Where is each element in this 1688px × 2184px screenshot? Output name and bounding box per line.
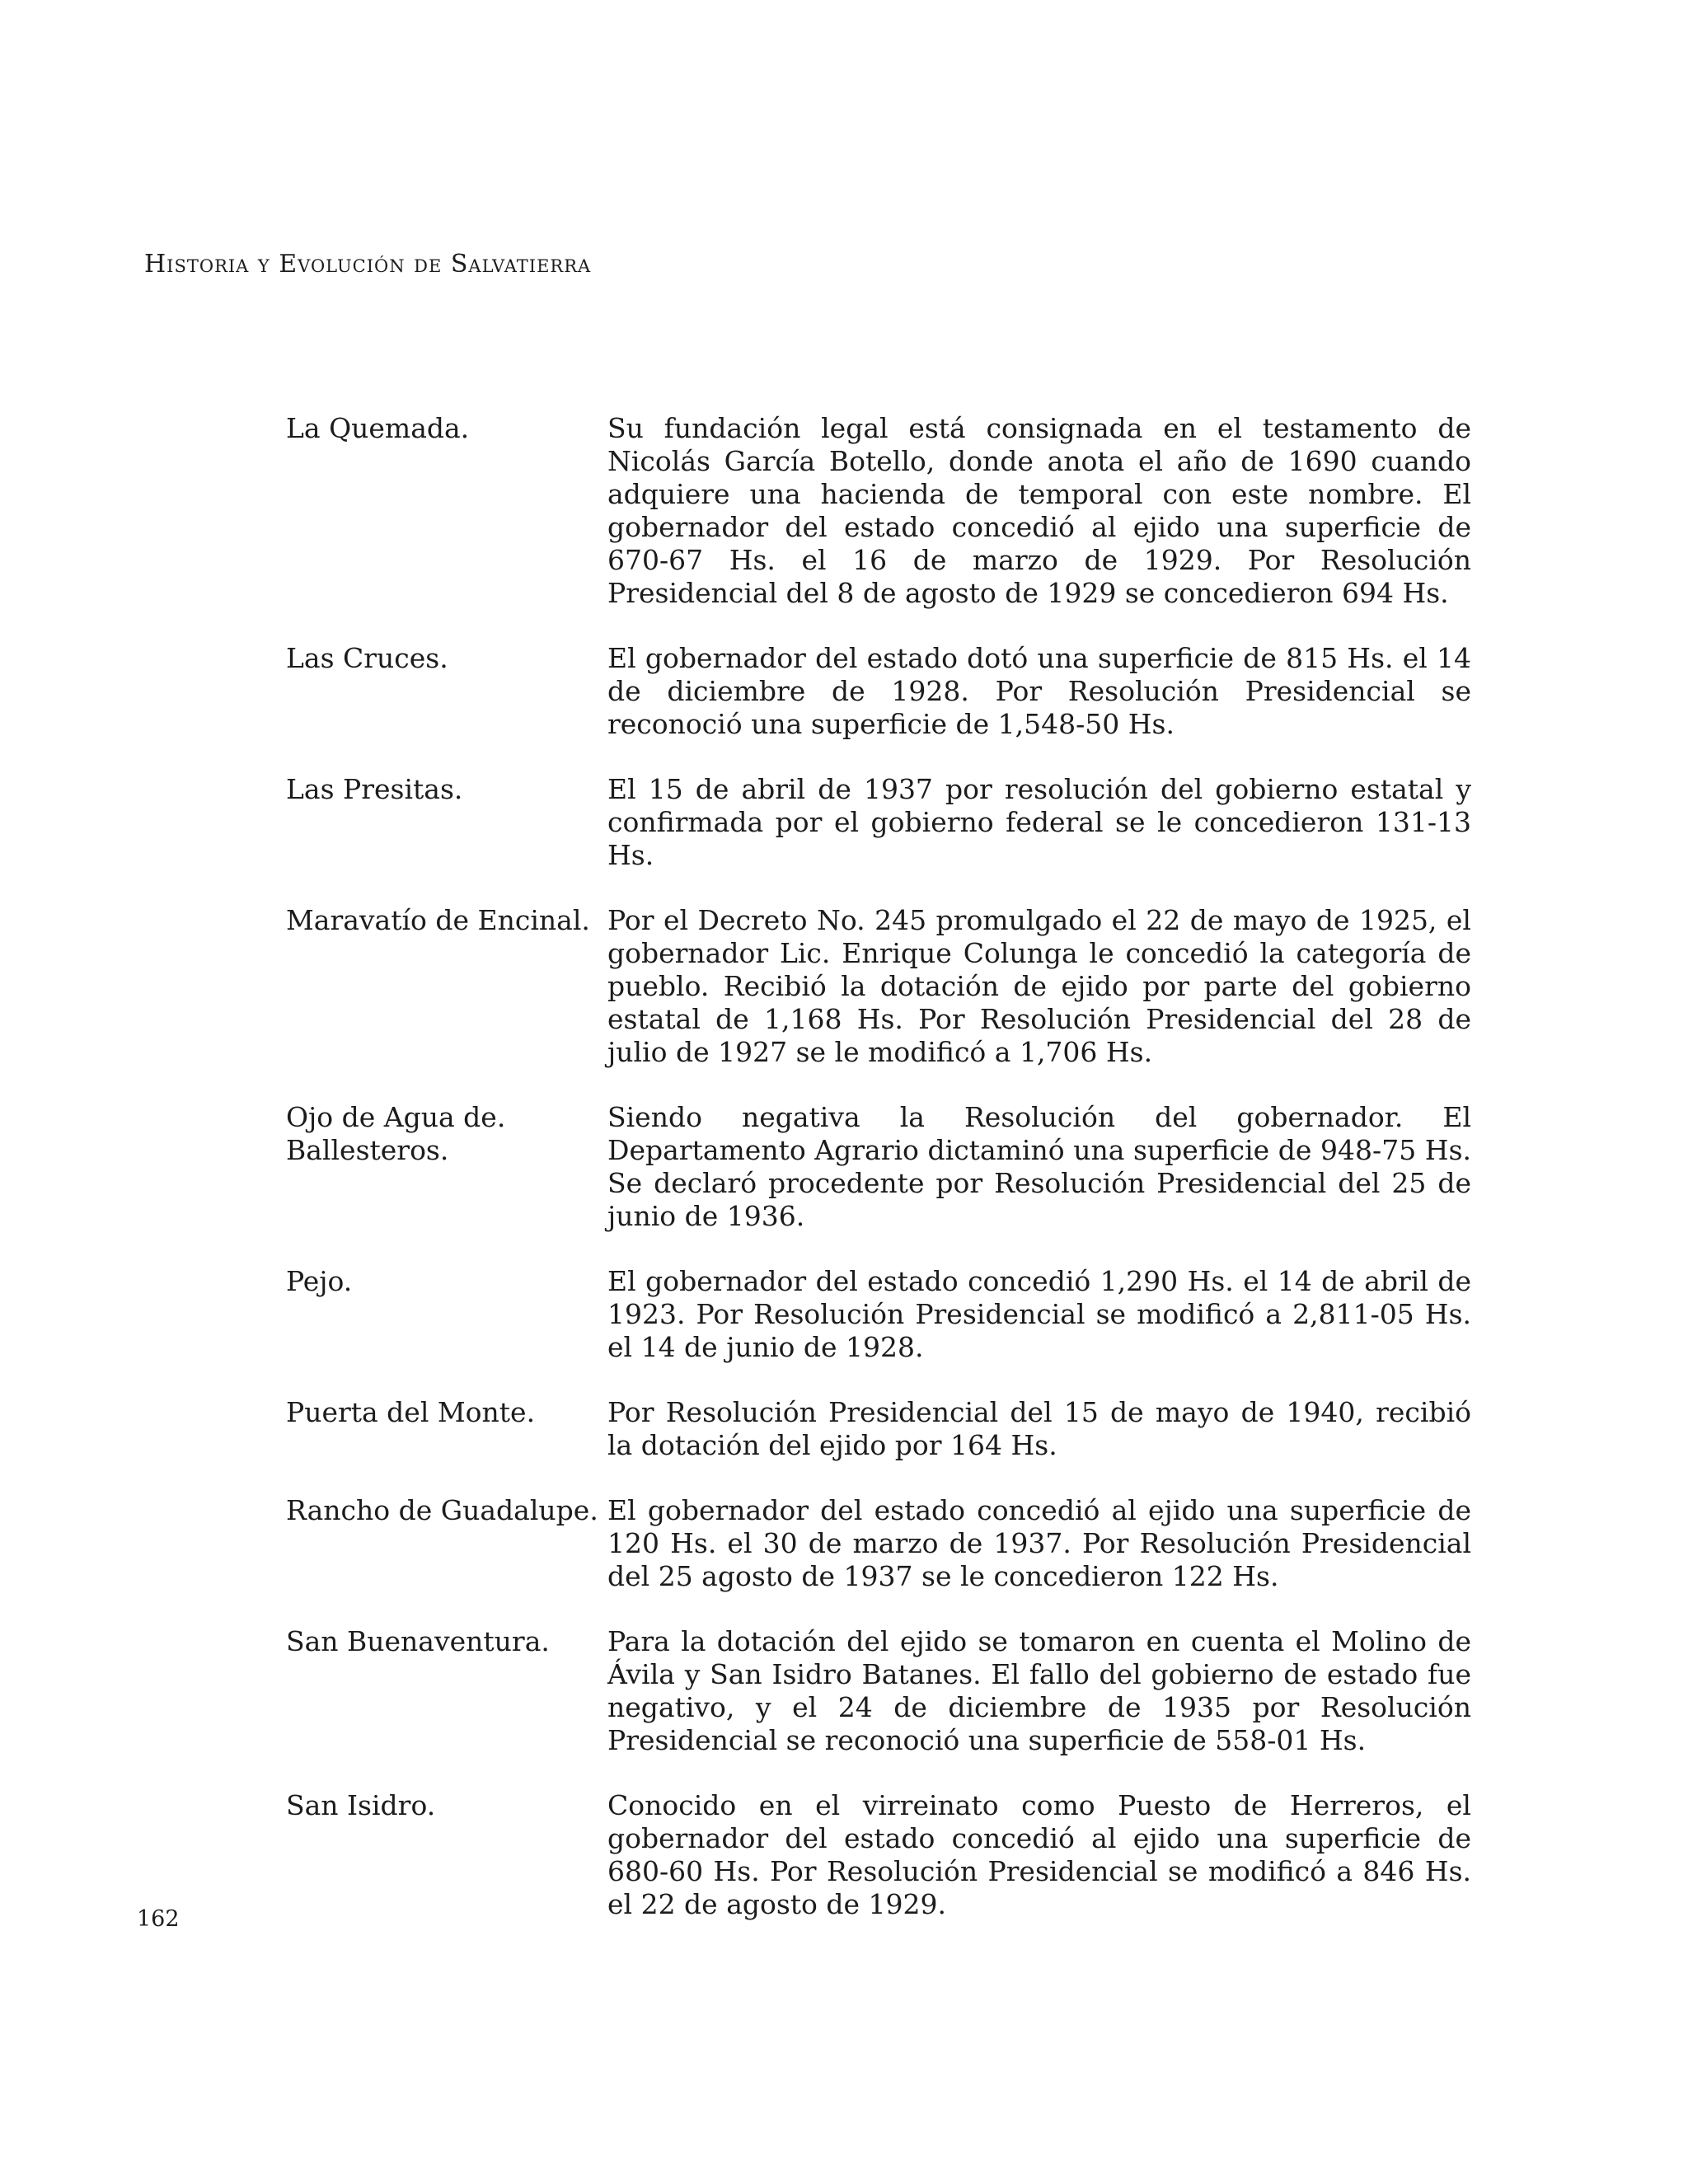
entry-san-isidro: [286, 1789, 1473, 1921]
entry-san-buenaventura: [286, 1625, 1473, 1757]
place-name: Maravatío de Encinal.: [286, 904, 590, 936]
page-number: 162: [137, 1906, 180, 1932]
entry-las-cruces: [286, 642, 1473, 741]
place-description: Por el Decreto No. 245 promulgado el 22 de mayo de 1925, el gobernador Lic. Enrique Colunga le concedió la categoría de pueblo. Recibió la dotación de ejido por parte del gobierno estatal de 1,168 Hs. Por Resolución Presidencial del 28 de julio de 1927 se le modificó a 1,706 Hs.: [607, 904, 1471, 1068]
entry-rancho-de-guadalupe: [286, 1494, 1473, 1593]
entry-las-presitas: [286, 773, 1473, 872]
place-name: La Quemada.: [286, 412, 470, 444]
place-name: Las Presitas.: [286, 773, 463, 805]
place-name: Ojo de Agua de. Ballesteros.: [286, 1101, 506, 1166]
place-name: Puerta del Monte.: [286, 1396, 536, 1428]
place-description: El gobernador del estado dotó una superficie de 815 Hs. el 14 de diciembre de 1928. Por Resolución Presidencial se reconoció una superficie de 1,548-50 Hs.: [607, 642, 1471, 740]
place-name: Las Cruces.: [286, 642, 448, 674]
place-description: Siendo negativa la Resolución del gobernador. El Departamento Agrario dictaminó una superficie de 948-75 Hs. Se declaró procedente por Resolución Presidencial del 25 de junio de 1936.: [607, 1101, 1471, 1232]
place-description: Conocido en el virreinato como Puesto de Herreros, el gobernador del estado concedió al ejido una superficie de 680-60 Hs. Por Resolución Presidencial se modificó a 846 Hs. el 22 de agosto de 1929.: [607, 1789, 1471, 1920]
entry-pejo: [286, 1265, 1473, 1364]
place-name: San Buenaventura.: [286, 1625, 550, 1657]
place-description: El 15 de abril de 1937 por resolución del gobierno estatal y confirmada por el gobierno federal se le concedieron 131-13 Hs.: [607, 773, 1471, 871]
place-name: Rancho de Guadalupe.: [286, 1494, 598, 1526]
place-description: Por Resolución Presidencial del 15 de mayo de 1940, recibió la dotación del ejido por 164 Hs.: [607, 1396, 1471, 1461]
place-name: San Isidro.: [286, 1789, 436, 1821]
place-name: Pejo.: [286, 1265, 353, 1297]
entry-puerta-del-monte: [286, 1396, 1473, 1462]
entry-la-quemada: [286, 412, 1473, 610]
entries-list: [286, 412, 1473, 1953]
entry-ojo-de-agua: [286, 1101, 1473, 1233]
running-head: Historia y Evolución de Salvatierra: [144, 250, 592, 279]
place-description: El gobernador del estado concedió al ejido una superficie de 120 Hs. el 30 de marzo de 1937. Por Resolución Presidencial del 25 agosto de 1937 se le concedieron 122 Hs.: [607, 1494, 1471, 1592]
entry-maravatio-de-encinal: [286, 904, 1473, 1069]
place-description: Para la dotación del ejido se tomaron en cuenta el Molino de Ávila y San Isidro Batanes. El fallo del gobierno de estado fue negativo, y el 24 de diciembre de 1935 por Resolución Presidencial se reconoció una superficie de 558-01 Hs.: [607, 1625, 1471, 1756]
place-description: El gobernador del estado concedió 1,290 Hs. el 14 de abril de 1923. Por Resolución Presidencial se modificó a 2,811-05 Hs. el 14 de junio de 1928.: [607, 1265, 1471, 1363]
place-description: Su fundación legal está consignada en el testamento de Nicolás García Botello, donde anota el año de 1690 cuando adquiere una hacienda de temporal con este nombre. El gobernador del estado concedió al ejido una superficie de 670-67 Hs. el 16 de marzo de 1929. Por Resolución Presidencial del 8 de agosto de 1929 se concedieron 694 Hs.: [607, 412, 1471, 609]
